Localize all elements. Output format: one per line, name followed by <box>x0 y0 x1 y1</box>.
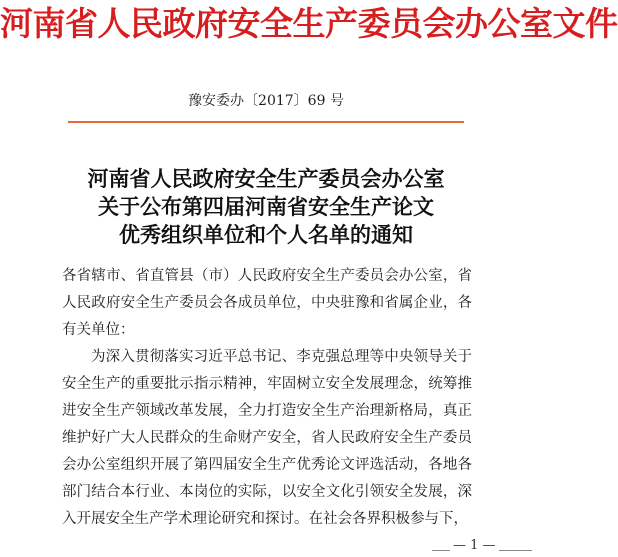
document-body <box>62 263 472 533</box>
page-number: — 1 — <box>450 538 499 553</box>
title-line-1: 河南省人民政府安全生产委员会办公室 <box>87 166 445 191</box>
title-line-3: 优秀组织单位和个人名单的通知 <box>119 222 413 247</box>
document-masthead: 河南省人民政府安全生产委员会办公室文件 <box>0 4 618 43</box>
body-paragraph: 为深入贯彻落实习近平总书记、李克强总理等中央领导关于安全生产的重要批示指示精神，牢固树立安全发展理念，统筹推进安全生产领域改革发展，全力打造安全生产治理新格局，真正维护好广大人民群众的生命财产安全，省人民政府安全生产委员会办公室组织开展了第四届安全生产优秀论文评选活动，各地各部门结合本行业、本岗位的实际，以安全文化引领安全发展，深入开展安全生产学术理论研究和探讨。在社会各界积极参与下， <box>62 349 472 527</box>
document-number: 豫安委办〔2017〕69 号 <box>188 93 344 109</box>
document-title <box>0 165 532 249</box>
salutation: 各省辖市、省直管县（市）人民政府安全生产委员会办公室，省人民政府安全生产委员会各成员单位，中央驻豫和省属企业，各有关单位： <box>62 268 472 338</box>
title-line-2: 关于公布第四届河南省安全生产论文 <box>98 194 434 219</box>
masthead-divider <box>68 121 464 123</box>
